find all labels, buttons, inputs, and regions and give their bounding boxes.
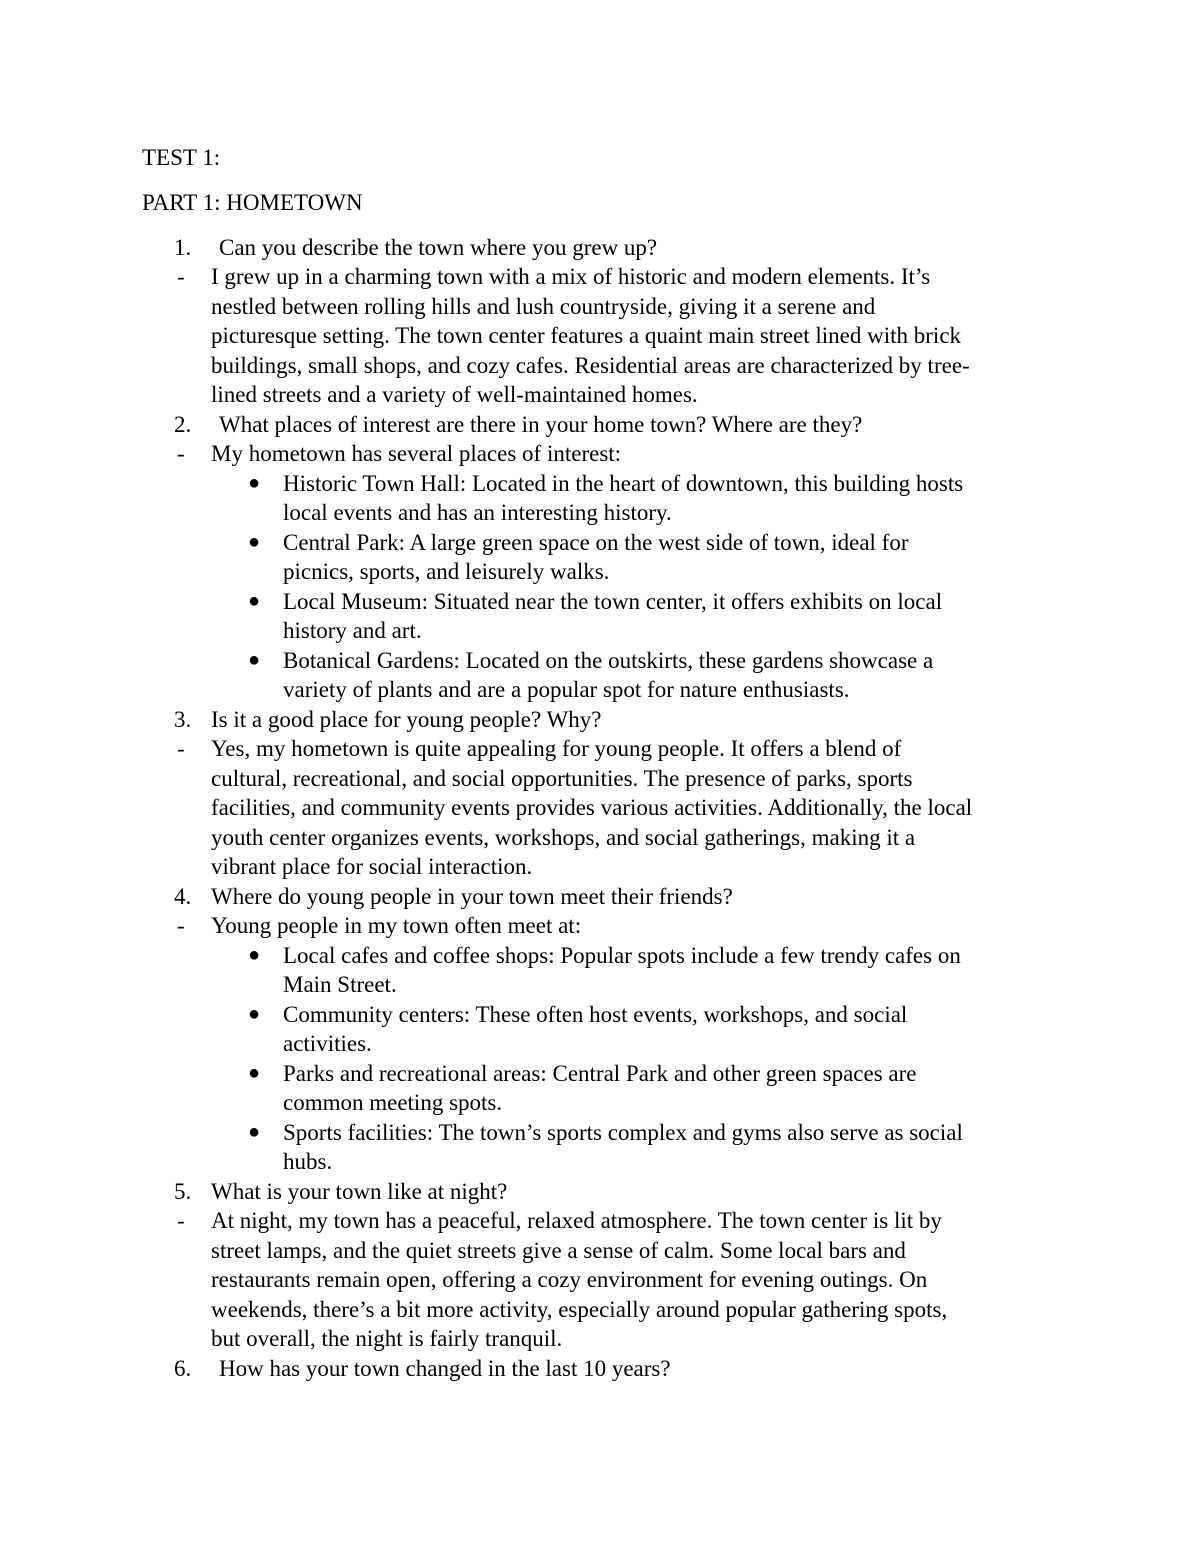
bullet-text: Main Street. <box>283 972 397 997</box>
part-heading: PART 1: HOMETOWN <box>142 190 363 215</box>
dash-marker: - <box>177 264 185 289</box>
answer-text: I grew up in a charming town with a mix of historic and modern elements. It’s <box>211 264 931 289</box>
bullet-icon: ● <box>248 531 261 553</box>
question-text: What is your town like at night? <box>211 1179 508 1204</box>
answer-text: restaurants remain open, offering a cozy environment for evening outings. On <box>211 1267 928 1292</box>
question-number: 6. <box>174 1356 192 1381</box>
question-text: Where do young people in your town meet their friends? <box>211 884 733 909</box>
answer-text: buildings, small shops, and cozy cafes. Residential areas are characterized by tree- <box>211 353 970 378</box>
dash-marker: - <box>177 913 185 938</box>
answer-text: cultural, recreational, and social opportunities. The presence of parks, sports <box>211 766 913 791</box>
answer-text: facilities, and community events provides various activities. Additionally, the local <box>211 795 973 820</box>
bullet-text: hubs. <box>283 1149 333 1174</box>
bullet-text: Local cafes and coffee shops: Popular spots include a few trendy cafes on <box>283 943 961 968</box>
bullet-icon: ● <box>248 1062 261 1084</box>
bullet-text: common meeting spots. <box>283 1090 503 1115</box>
bullet-text: Community centers: These often host events, workshops, and social <box>283 1002 908 1027</box>
bullet-text: Sports facilities: The town’s sports complex and gyms also serve as social <box>283 1120 963 1145</box>
answer-text: lined streets and a variety of well-maintained homes. <box>211 382 698 407</box>
test-title: TEST 1: <box>142 145 221 170</box>
bullet-icon: ● <box>248 649 261 671</box>
answer-text: nestled between rolling hills and lush countryside, giving it a serene and <box>211 294 876 319</box>
bullet-text: Botanical Gardens: Located on the outskirts, these gardens showcase a <box>283 648 934 673</box>
bullet-text: Parks and recreational areas: Central Park and other green spaces are <box>283 1061 917 1086</box>
bullet-text: activities. <box>283 1031 372 1056</box>
bullet-text: local events and has an interesting history. <box>283 500 672 525</box>
answer-text: weekends, there’s a bit more activity, especially around popular gathering spots, <box>211 1297 948 1322</box>
bullet-text: picnics, sports, and leisurely walks. <box>283 559 610 584</box>
answer-text: picturesque setting. The town center features a quaint main street lined with brick <box>211 323 962 348</box>
question-number: 1. <box>174 235 192 260</box>
question-text: Can you describe the town where you grew up? <box>219 235 658 260</box>
question-text: What places of interest are there in your home town? Where are they? <box>219 412 863 437</box>
answer-text: vibrant place for social interaction. <box>211 854 533 879</box>
answer-text: Yes, my hometown is quite appealing for young people. It offers a blend of <box>211 736 902 761</box>
bullet-text: Central Park: A large green space on the west side of town, ideal for <box>283 530 909 555</box>
dash-marker: - <box>177 736 185 761</box>
bullet-icon: ● <box>248 1121 261 1143</box>
bullet-icon: ● <box>248 590 261 612</box>
question-number: 2. <box>174 412 192 437</box>
answer-text: Young people in my town often meet at: <box>211 913 582 938</box>
question-text: How has your town changed in the last 10 years? <box>219 1356 671 1381</box>
answer-text: street lamps, and the quiet streets give a sense of calm. Some local bars and <box>211 1238 906 1263</box>
answer-text: but overall, the night is fairly tranquil. <box>211 1326 563 1351</box>
bullet-text: Local Museum: Situated near the town center, it offers exhibits on local <box>283 589 943 614</box>
answer-text: youth center organizes events, workshops, and social gatherings, making it a <box>211 825 916 850</box>
question-number: 3. <box>174 707 192 732</box>
question-text: Is it a good place for young people? Why? <box>211 707 602 732</box>
answer-text: My hometown has several places of interest: <box>211 441 622 466</box>
bullet-text: history and art. <box>283 618 422 643</box>
dash-marker: - <box>177 441 185 466</box>
bullet-text: Historic Town Hall: Located in the heart of downtown, this building hosts <box>283 471 964 496</box>
question-number: 4. <box>174 884 192 909</box>
bullet-icon: ● <box>248 944 261 966</box>
question-number: 5. <box>174 1179 192 1204</box>
bullet-text: variety of plants and are a popular spot for nature enthusiasts. <box>283 677 850 702</box>
answer-text: At night, my town has a peaceful, relaxed atmosphere. The town center is lit by <box>211 1208 942 1233</box>
bullet-icon: ● <box>248 1003 261 1025</box>
dash-marker: - <box>177 1208 185 1233</box>
bullet-icon: ● <box>248 472 261 494</box>
